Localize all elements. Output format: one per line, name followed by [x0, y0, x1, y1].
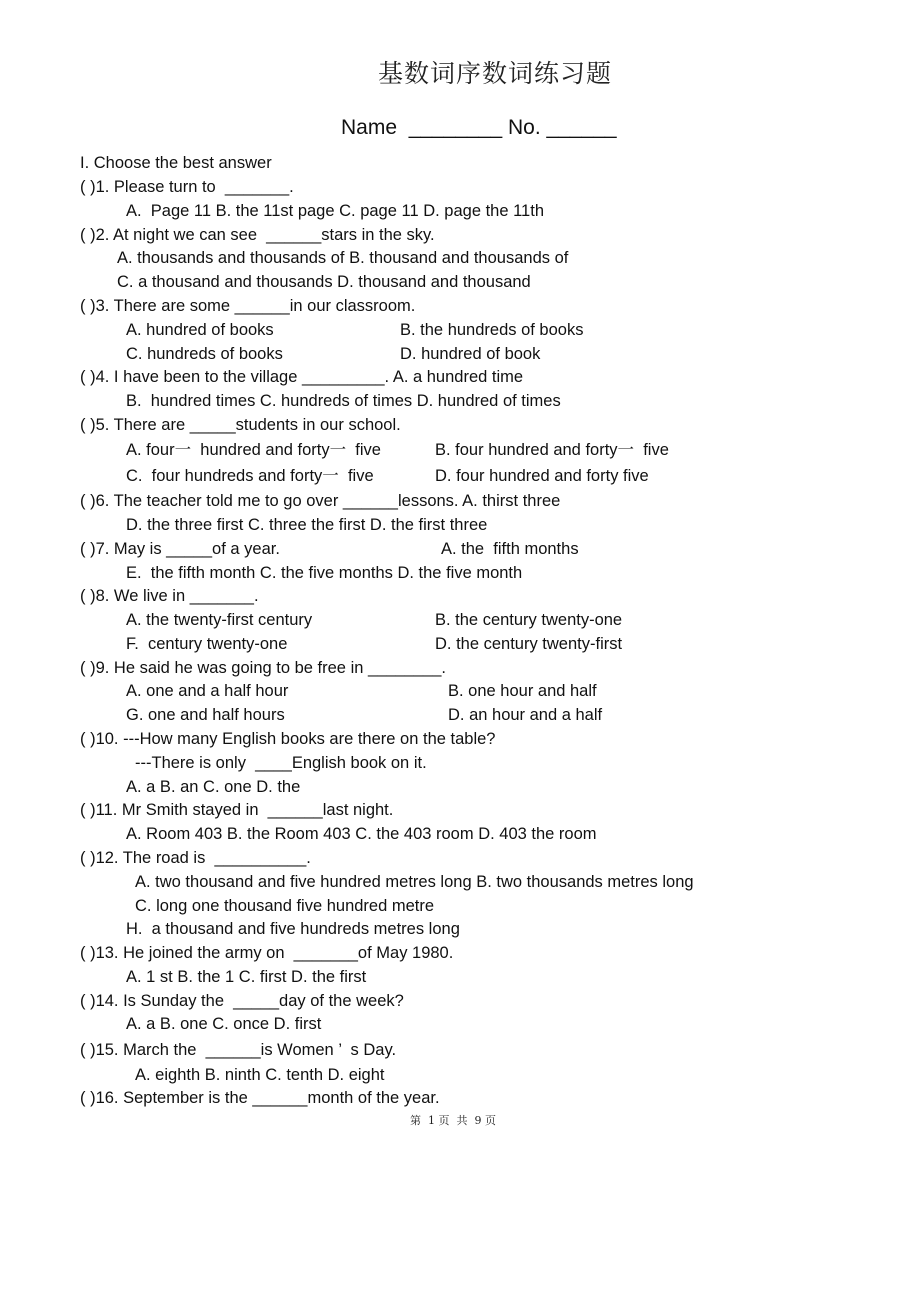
question-13-options: A. 1 st B. the 1 C. first D. the first	[126, 968, 367, 986]
question-1-options: A. Page 11 B. the 11st page C. page 11 D. page the 11th	[126, 202, 544, 220]
question-6-options: D. the three first C. three the first D. the first three	[126, 516, 488, 534]
no-blank[interactable]: ______	[546, 116, 617, 139]
question-10-reply: ---There is only ____English book on it.	[135, 754, 427, 772]
question-14-options: A. a B. one C. once D. first	[126, 1015, 322, 1033]
question-5-option-d: D. four hundred and forty five	[435, 467, 649, 485]
question-12-option-h: H. a thousand and five hundreds metres long	[126, 920, 460, 938]
question-14: ( )14. Is Sunday the _____day of the week?	[80, 992, 404, 1010]
question-9-option-c: G. one and half hours	[126, 706, 285, 724]
question-15-options: A. eighth B. ninth C. tenth D. eight	[135, 1066, 385, 1084]
question-8-option-a: A. the twenty-first century	[126, 611, 313, 629]
question-3: ( )3. There are some ______in our classroom.	[80, 297, 416, 315]
question-8-option-d: D. the century twenty-first	[435, 635, 623, 653]
question-3-option-a: A. hundred of books	[126, 321, 274, 339]
question-8-option-b: B. the century twenty-one	[435, 611, 623, 629]
question-9-option-b: B. one hour and half	[448, 682, 597, 700]
question-7-options: E. the fifth month C. the five months D. the five month	[126, 564, 523, 582]
page-title: 基数词序数词练习题	[378, 59, 613, 88]
question-1: ( )1. Please turn to _______.	[80, 178, 294, 196]
question-9-option-a: A. one and a half hour	[126, 682, 289, 700]
name-line	[341, 116, 617, 140]
no-label: No.	[507, 116, 541, 139]
question-8-option-c: F. century twenty-one	[126, 635, 288, 653]
question-9-option-d: D. an hour and a half	[448, 706, 603, 724]
question-3-option-c: C. hundreds of books	[126, 345, 283, 363]
question-3-option-b: B. the hundreds of books	[400, 321, 584, 339]
question-5-option-b: B. four hundred and forty一 five	[435, 441, 669, 459]
question-2: ( )2. At night we can see ______stars in the sky.	[80, 226, 435, 244]
question-10: ( )10. ---How many English books are there on the table?	[80, 730, 496, 748]
question-12: ( )12. The road is __________.	[80, 849, 311, 867]
question-2-options-cd: C. a thousand and thousands D. thousand and thousand	[117, 273, 531, 291]
question-5-option-c: C. four hundreds and forty一 five	[126, 467, 374, 485]
question-7: ( )7. May is _____of a year.	[80, 540, 280, 558]
question-15: ( )15. March the ______is Women ’ s Day.	[80, 1041, 397, 1059]
question-4-options: B. hundred times C. hundreds of times D. hundred of times	[126, 392, 561, 410]
question-5: ( )5. There are _____students in our school.	[80, 416, 401, 434]
question-8: ( )8. We live in _______.	[80, 587, 259, 605]
section-heading: I. Choose the best answer	[80, 154, 272, 172]
question-10-options: A. a B. an C. one D. the	[126, 778, 301, 796]
name-label: Name	[341, 116, 398, 139]
question-6: ( )6. The teacher told me to go over ______lessons. A. thirst three	[80, 492, 561, 510]
question-3-option-d: D. hundred of book	[400, 345, 541, 363]
question-2-options-ab: A. thousands and thousands of B. thousand and thousands of	[117, 249, 569, 267]
question-5-option-a: A. four一 hundred and forty一 five	[126, 441, 381, 459]
name-blank[interactable]: ________	[408, 116, 503, 139]
question-11: ( )11. Mr Smith stayed in ______last night.	[80, 801, 394, 819]
question-13: ( )13. He joined the army on _______of May 1980.	[80, 944, 454, 962]
question-12-options-ab: A. two thousand and five hundred metres long B. two thousands metres long	[135, 873, 694, 891]
question-16: ( )16. September is the ______month of the year.	[80, 1089, 440, 1107]
question-4: ( )4. I have been to the village _________. A. a hundred time	[80, 368, 524, 386]
question-12-option-c: C. long one thousand five hundred metre	[135, 897, 435, 915]
page-footer: 第 1 页 共 9 页	[410, 1114, 496, 1127]
question-7-option-a: A. the fifth months	[441, 540, 579, 558]
question-11-options: A. Room 403 B. the Room 403 C. the 403 room D. 403 the room	[126, 825, 597, 843]
question-9: ( )9. He said he was going to be free in ________.	[80, 659, 446, 677]
